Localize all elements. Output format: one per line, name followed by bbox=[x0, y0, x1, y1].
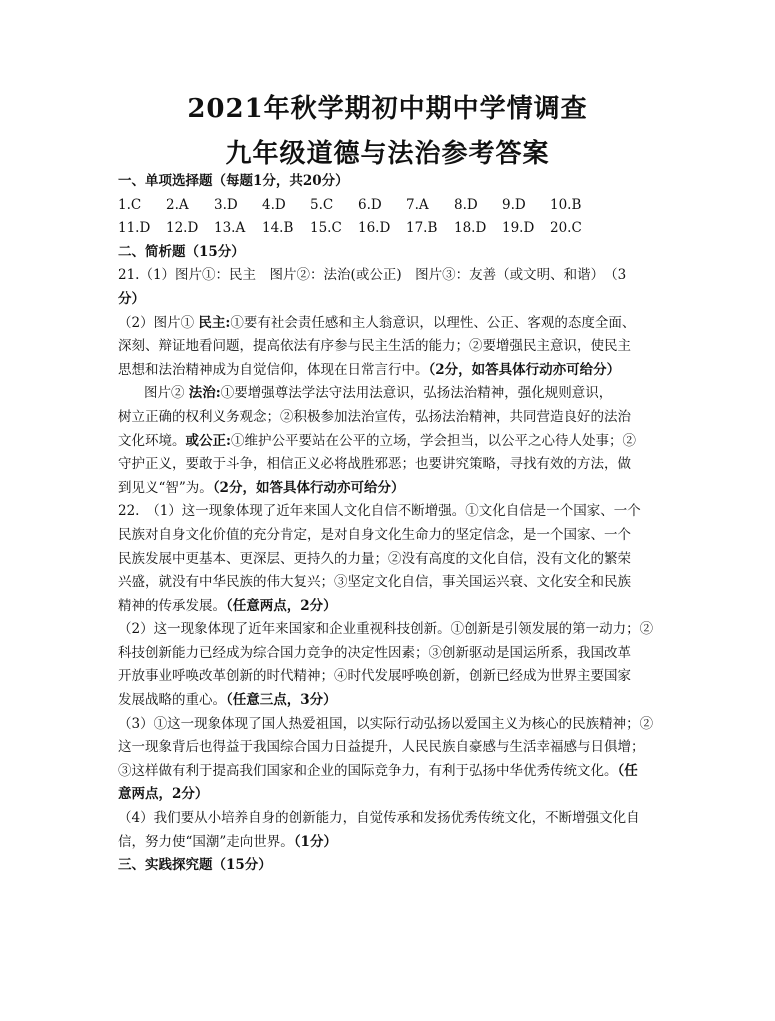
q21-text: ①要有社会责任感和主人翁意识，以理性、公正、客观的态度全面、 bbox=[230, 314, 636, 331]
section3-heading: 三、实践探究题（15分） bbox=[118, 857, 272, 874]
answer-item: 5.C bbox=[310, 196, 334, 213]
answer-content bbox=[118, 170, 658, 878]
answer-item: 20.C bbox=[550, 220, 582, 237]
answer-item: 6.D bbox=[358, 196, 382, 213]
answer-item: 2.A bbox=[166, 196, 189, 213]
q21-label: 图片② bbox=[144, 385, 185, 402]
answer-row-2 bbox=[118, 217, 658, 241]
section1-heading: 一、单项选择题（每题1分，共20分） bbox=[118, 173, 349, 189]
q22-line: 22. （1）这一现象体现了近年来国人文化自信不断增强。①文化自信是一个国家、一个 bbox=[118, 503, 641, 520]
q22-line: 兴盛，就没有中华民族的伟大复兴；③坚定文化自信，事关国运兴衰、文化安全和民族 bbox=[118, 574, 631, 591]
q22-text: ③这样做有利于提高我们国家和企业的国际竞争力，有利于弘扬中华优秀传统文化。 bbox=[118, 762, 618, 779]
score-note: （任意两点，2分） bbox=[226, 597, 337, 614]
answer-item: 14.B bbox=[262, 220, 294, 237]
q21-text: ①要增强尊法学法守法用法意识，弘扬法治精神，强化规则意识， bbox=[220, 385, 613, 402]
q21-text: 思想和法治精神成为自觉信仰，体现在日常言行中。 bbox=[118, 361, 429, 378]
answer-item: 8.D bbox=[454, 196, 478, 213]
score-note: （2分，如答具体行动亦可给分） bbox=[428, 361, 621, 378]
answer-item: 9.D bbox=[502, 196, 526, 213]
q22-line bbox=[118, 760, 658, 784]
q22-line: 科技创新能力已经成为综合国力竞争的决定性因素；③创新驱动是国运所系，我国改革 bbox=[118, 644, 631, 661]
score-note: （1分） bbox=[293, 833, 337, 850]
answer-item: 15.C bbox=[310, 220, 342, 237]
section2-heading: 二、简析题（15分） bbox=[118, 243, 245, 260]
document-title: 2021年秋学期初中期中学情调查 bbox=[187, 94, 588, 124]
answer-item: 16.D bbox=[358, 220, 391, 237]
q22-text: 精神的传承发展。 bbox=[118, 597, 226, 614]
q22-line: 开放事业呼唤改革创新的时代精神；④时代发展呼唤创新，创新已经成为世界主要国家 bbox=[118, 668, 631, 685]
q22-line: （2）这一现象体现了近年来国家和企业重视科技创新。①创新是引领发展的第一动力；② bbox=[118, 621, 654, 638]
answer-item: 19.D bbox=[502, 220, 535, 237]
q21-line bbox=[118, 430, 658, 454]
q21-line: 分） bbox=[118, 290, 145, 307]
q22-line: （3）①这一现象体现了国人热爱祖国，以实际行动弘扬以爱国主义为核心的民族精神；② bbox=[118, 715, 654, 732]
answer-row-1 bbox=[118, 194, 658, 218]
answer-item: 12.D bbox=[166, 220, 199, 237]
answer-item: 17.B bbox=[406, 220, 438, 237]
score-note: （2分，如答具体行动亦可给分） bbox=[212, 479, 405, 496]
q22-text: 发展战略的重心。 bbox=[118, 692, 226, 709]
q22-line bbox=[118, 689, 658, 713]
keyword-fairness: 或公正: bbox=[185, 432, 231, 449]
score-note: 意两点，2分） bbox=[118, 786, 209, 803]
q21-line bbox=[118, 477, 658, 501]
q22-text: 信，努力使“国潮”走向世界。 bbox=[118, 833, 294, 850]
q22-line: 这一现象背后也得益于我国综合国力日益提升，人民民族自豪感与生活幸福感与日俱增； bbox=[118, 739, 645, 756]
q22-line: 民族发展中更基本、更深层、更持久的力量；②没有高度的文化自信，没有文化的繁荣 bbox=[118, 550, 631, 567]
answer-item: 1.C bbox=[118, 196, 142, 213]
keyword-rule-of-law: 法治: bbox=[188, 385, 221, 402]
q21-line bbox=[118, 382, 658, 406]
answer-item: 10.B bbox=[550, 196, 582, 213]
answer-item: 4.D bbox=[262, 196, 286, 213]
q21-text: 文化环境。 bbox=[118, 432, 186, 449]
q21-line: 21.（1）图片①：民主 图片②：法治(或公正) 图片③：友善（或文明、和谐） （3 bbox=[118, 267, 627, 284]
q22-line: 民族对自身文化价值的充分肯定，是对自身文化生命力的坚定信念，是一个国家、一个 bbox=[118, 526, 631, 543]
q21-line: 深刻、辩证地看问题，提高依法有序参与民主生活的能力；②要增强民主意识，使民主 bbox=[118, 338, 631, 355]
q21-line bbox=[118, 359, 658, 383]
q22-line bbox=[118, 831, 658, 855]
answer-item: 7.A bbox=[406, 196, 429, 213]
score-note: （任意三点，3分） bbox=[226, 692, 337, 709]
q21-line: 守护正义，要敢于斗争，相信正义必将战胜邪恶；也要讲究策略，寻找有效的方法，做 bbox=[118, 456, 631, 473]
answer-item: 11.D bbox=[118, 220, 151, 237]
q22-line: （4）我们要从小培养自身的创新能力，自觉传承和发扬优秀传统文化，不断增强文化自 bbox=[118, 810, 640, 827]
q21-text: 到见义“智”为。 bbox=[118, 479, 213, 496]
q21-line bbox=[118, 312, 658, 336]
answer-item: 18.D bbox=[454, 220, 487, 237]
score-note: （任 bbox=[617, 762, 638, 779]
q22-line bbox=[118, 595, 658, 619]
answer-item: 13.A bbox=[214, 220, 246, 237]
keyword-democracy: 民主: bbox=[198, 314, 231, 331]
q21-line: 树立正确的权利义务观念；②积极参加法治宣传，弘扬法治精神，共同营造良好的法治 bbox=[118, 408, 631, 425]
q21-label: （2）图片① bbox=[118, 314, 195, 331]
document-subtitle: 九年级道德与法治参考答案 bbox=[225, 139, 550, 169]
answer-item: 3.D bbox=[214, 196, 238, 213]
q21-text: ①维护公平要站在公平的立场，学会担当，以公平之心待人处事；② bbox=[230, 432, 636, 449]
